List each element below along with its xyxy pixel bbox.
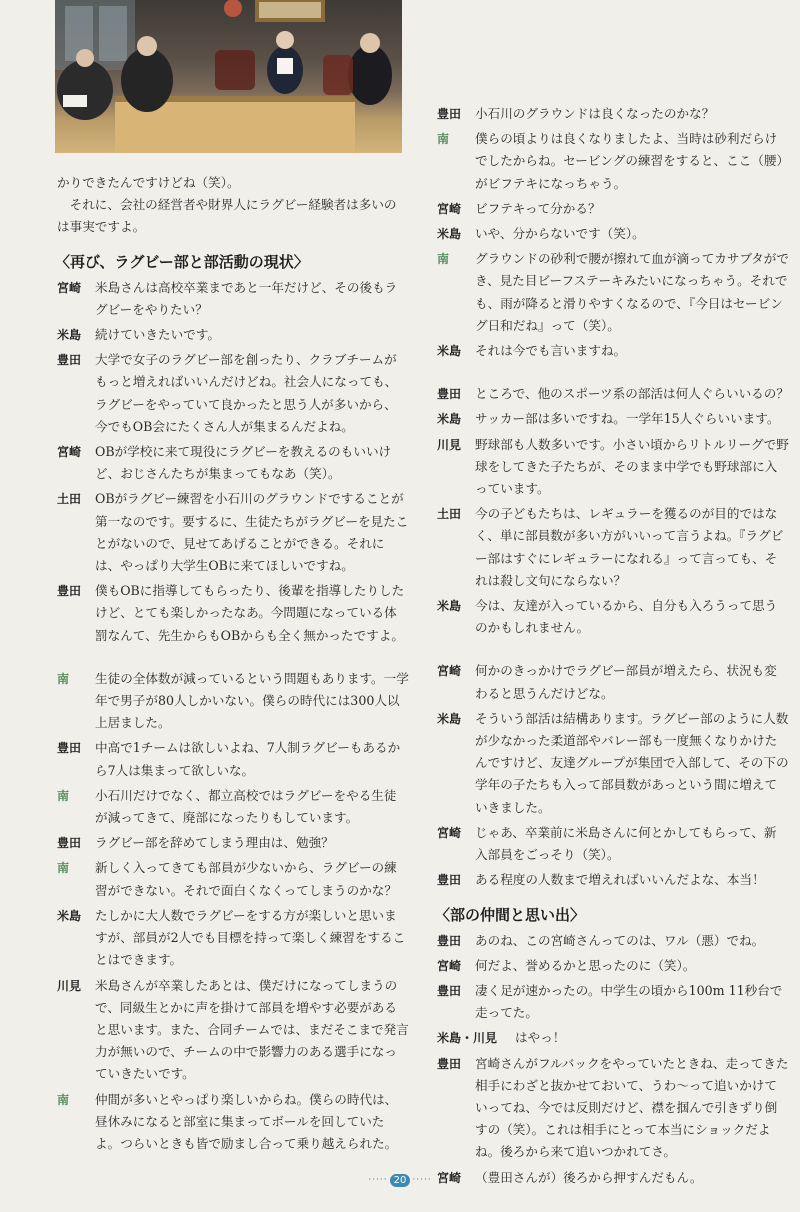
dialogue-line	[57, 832, 409, 854]
dialogue-text: 新しく入ってきても部員が少ないから、ラグビーの練習ができない。それで面白くなくってしまうのかな？	[95, 860, 397, 898]
dialogue-text: OBがラグビー練習を小石川のグラウンドですることが第一なのです。要するに、生徒たちがラグビーを見たことがないので、見せてあげることができる。それには、やっぱり大学生OBに来てほしいですね。	[95, 491, 409, 574]
speaker-name: 宮崎	[57, 445, 82, 460]
dialogue-line	[437, 223, 789, 245]
dialogue-text: 米島さんが卒業したあとは、僕だけになってしまうので、同級生とかに声を掛けて部員を増やす必要があると思います。また、合同チームでは、まだそこまで発言力が無いので、チームの中で影響力のある選手になっていきたいです。	[95, 977, 409, 1082]
speaker-name: 南	[57, 788, 70, 803]
dialogue-line	[437, 1167, 789, 1189]
dialogue-text: 大学で女子のラグビー部を創ったり、クラブチームがもっと増えればいいんだけどね。社会人になっても、ラグビーをやっていて良かったと思う人が多いから、今でもOB会にたくさん人が集まるんだよね。	[95, 352, 398, 434]
paragraph-gap	[437, 365, 789, 383]
dialogue-line	[437, 248, 789, 337]
section-heading: 〈部の仲間と思い出〉	[435, 905, 586, 924]
dialogue-text: 小石川だけでなく、都立高校ではラグビーをやる生徒が減ってきて、廃部になったりもしています。	[95, 787, 397, 826]
speaker-name: 豊田	[437, 1056, 462, 1071]
speaker-name: 川見	[437, 437, 462, 452]
dialogue-line	[57, 975, 409, 1086]
dialogue-line	[57, 785, 409, 829]
dialogue-text: じゃあ、卒業前に米島さんに何とかしてもらって、新入部員をごっそり（笑）。	[475, 824, 777, 863]
page-number-dots: ·····	[412, 1175, 432, 1185]
dialogue-text: グラウンドの砂利で腰が擦れて血が滴ってカサブタができ、見た目ビーフステーキみたいになっちゃう。それでも、雨が降ると滑りやすくなるので、『今日はセービング日和だね』って（笑）。	[475, 251, 789, 333]
speaker-name: 米島	[57, 328, 82, 343]
speaker-name: 豊田	[57, 353, 82, 368]
speaker-name: 土田	[437, 507, 462, 522]
dialogue-text: 中高で1チームは欲しいよね、7人制ラグビーもあるから7人は集まって欲しいな。	[95, 740, 401, 778]
dialogue-text: ある程度の人数まで増えればいいんだよな、本当！	[475, 872, 765, 888]
dialogue-line	[437, 822, 789, 866]
dialogue-line	[57, 324, 409, 346]
dialogue-text: ラグビー部を辞めてしまう理由は、勉強？	[95, 835, 334, 851]
speaker-name: 豊田	[57, 741, 82, 756]
dialogue-text: 米島さんは高校卒業まであと一年だけど、その後もラグビーをやりたい？	[95, 279, 398, 317]
dialogue-text: 何だよ、誉めるかと思ったのに（笑）。	[475, 957, 696, 973]
speaker-name: 南	[437, 252, 450, 267]
dialogue-text: OBが学校に来て現役にラグビーを教えるのもいいけど、おじさんたちが集まってもなあ（笑）。	[95, 444, 392, 482]
speaker-name: 米島	[437, 412, 462, 427]
dialogue-line	[437, 198, 789, 220]
dialogue-line	[437, 128, 789, 195]
dialogue-text: 小石川のグラウンドは良くなったのかな？	[475, 106, 715, 121]
speaker-name: 豊田	[437, 873, 462, 888]
dialogue-text: サッカー部は多いですね。一学年15人ぐらいいます。	[475, 411, 780, 427]
dialogue-text: いや、分からないです（笑）。	[475, 226, 645, 242]
dialogue-line	[437, 340, 789, 362]
dialogue-line	[437, 955, 789, 977]
dialogue-line	[57, 488, 409, 577]
dialogue-line	[57, 737, 409, 781]
dialogue-line	[437, 708, 789, 819]
speaker-name: 米島	[437, 227, 462, 242]
dialogue-text: たしかに大人数でラグビーをする方が楽しいと思いますが、部員が2人でも目標を持って楽しく練習をすることはできます。	[95, 907, 406, 968]
speaker-name: 米島	[437, 711, 462, 726]
speaker-name: 南	[57, 671, 70, 686]
interview-scene-illustration	[55, 0, 402, 153]
speaker-name: 米島・川見	[437, 1031, 498, 1046]
dialogue-text: 今は、友達が入っているから、自分も入ろうって思うのかもしれません。	[475, 598, 778, 636]
dialogue-line	[57, 1089, 409, 1156]
dialogue-line	[437, 383, 789, 405]
dialogue-text: ところで、他のスポーツ系の部活は何人ぐらいいるの？	[475, 386, 789, 402]
speaker-name: 豊田	[437, 387, 462, 402]
dialogue-line	[57, 857, 409, 901]
dialogue-text: 野球部も人数多いです。小さい頃からリトルリーグで野球をしてきた子たちが、そのまま中学でも野球部に入っています。	[475, 436, 789, 497]
dialogue-line	[437, 503, 789, 592]
dialogue-line	[437, 595, 789, 639]
page-number-dots: ·····	[368, 1175, 388, 1185]
speaker-name: 宮崎	[437, 958, 462, 973]
speaker-name: 川見	[57, 978, 82, 993]
dialogue-text: 僕もOBに指導してもらったり、後輩を指導したりしたけど、とても楽しかったなあ。今問題になっている体罰なんて、先生からもOBからも全く無かったですよ。	[95, 583, 405, 643]
dialogue-text: 仲間が多いとやっぱり楽しいからね。僕らの時代は、昼休みになると部室に集まってボールを回していたよ。つらいときも皆で励まし合って乗り越えられた。	[95, 1091, 398, 1151]
speaker-name: 豊田	[437, 983, 462, 998]
dialogue-line	[437, 980, 789, 1024]
dialogue-line	[57, 349, 409, 438]
intro-paragraph	[57, 172, 409, 239]
speaker-name: 宮崎	[437, 1170, 462, 1185]
dialogue-text: 今の子どもたちは、レギュラーを獲るのが目的ではなく、単に部員数が多い方がいいって言うよね。『ラグビー部はすぐにレギュラーになれる』って言っても、それは殺し文句にならない？	[475, 506, 784, 588]
dialogue-line	[437, 930, 789, 952]
interview-photo	[55, 0, 402, 153]
dialogue-line	[57, 441, 409, 485]
speaker-name: 南	[57, 861, 70, 876]
speaker-name: 米島	[437, 599, 462, 614]
speaker-name: 宮崎	[437, 664, 462, 679]
dialogue-line	[57, 668, 409, 735]
intro-line: それに、会社の経営者や財界人にラグビー経験者は多いのは事実ですよ。	[57, 197, 397, 235]
intro-line: かりできたんですけどね（笑）。	[57, 175, 240, 190]
dialogue-text: 僕らの頃よりは良くなりましたよ、当時は砂利だらけでしたからね。セービングの練習をすると、ここ（腰）がビフテキになっちゃう。	[475, 131, 783, 191]
speaker-name: 宮崎	[437, 201, 462, 216]
dialogue-text: それは今でも言いますね。	[475, 343, 627, 359]
dialogue-line	[437, 408, 789, 430]
speaker-name: 豊田	[57, 584, 82, 599]
speaker-name: 豊田	[57, 836, 82, 851]
dialogue-text: 何かのきっかけでラグビー部員が増えたら、状況も変わると思うんだけどな。	[475, 663, 777, 701]
paragraph-gap	[437, 642, 789, 660]
speaker-name: 宮崎	[57, 280, 82, 295]
dialogue-line	[57, 277, 409, 321]
speaker-name: 豊田	[437, 107, 462, 121]
dialogue-line	[437, 660, 789, 704]
right-column	[437, 103, 789, 1192]
dialogue-line	[437, 869, 789, 891]
left-column	[57, 172, 409, 1158]
dialogue-text: ビフテキって分かる？	[475, 200, 601, 216]
dialogue-text: はやっ！	[515, 1030, 566, 1046]
dialogue-line	[437, 434, 789, 501]
dialogue-line	[437, 1027, 789, 1049]
speaker-name: 米島	[57, 908, 82, 923]
speaker-name: 米島	[437, 344, 462, 359]
dialogue-text: 生徒の全体数が減っているという問題もあります。一学年で男子が80人しかいない。僕らの時代には300人以上居ました。	[95, 670, 409, 731]
dialogue-text: あのね、この宮崎さんってのは、ワル（悪）でね。	[475, 932, 765, 948]
paragraph-gap	[57, 650, 409, 668]
section-heading: 〈再び、ラグビー部と部活動の現状〉	[55, 252, 309, 271]
dialogue-text: 続けていきたいです。	[95, 327, 220, 343]
speaker-name: 南	[57, 1092, 70, 1107]
dialogue-text: 宮崎さんがフルバックをやっていたときね、走ってきた相手にわざと抜かせておいて、うわ〜って追いかけていってね、今では反則だけど、襟を掴んで引きずり倒すの（笑）。これは相手にとって本当にショックだよね。後ろから来て追いつかれてさ。	[475, 1055, 789, 1160]
dialogue-line	[437, 1053, 789, 1164]
page-number	[368, 1172, 432, 1188]
speaker-name: 土田	[57, 492, 82, 507]
speaker-name: 宮崎	[437, 825, 462, 840]
dialogue-text: （豊田さんが）後ろから押すんだもん。	[475, 1169, 703, 1185]
dialogue-text: 凄く足が速かったの。中学生の頃から100m 11秒台で走ってた。	[475, 982, 783, 1021]
speaker-name: 豊田	[437, 933, 462, 948]
dialogue-line	[57, 905, 409, 972]
dialogue-line	[57, 580, 409, 647]
speaker-name: 南	[437, 132, 450, 147]
dialogue-line	[437, 103, 789, 125]
dialogue-text: そういう部活は結構あります。ラグビー部のように人数が少なかった柔道部やバレー部も一度無くなりかけたんですけど、友達グループが集団で入部して、その下の学年の子たちも入って部員数があっという間に増えていきました。	[475, 710, 789, 815]
page-number-badge: 20	[390, 1174, 411, 1187]
